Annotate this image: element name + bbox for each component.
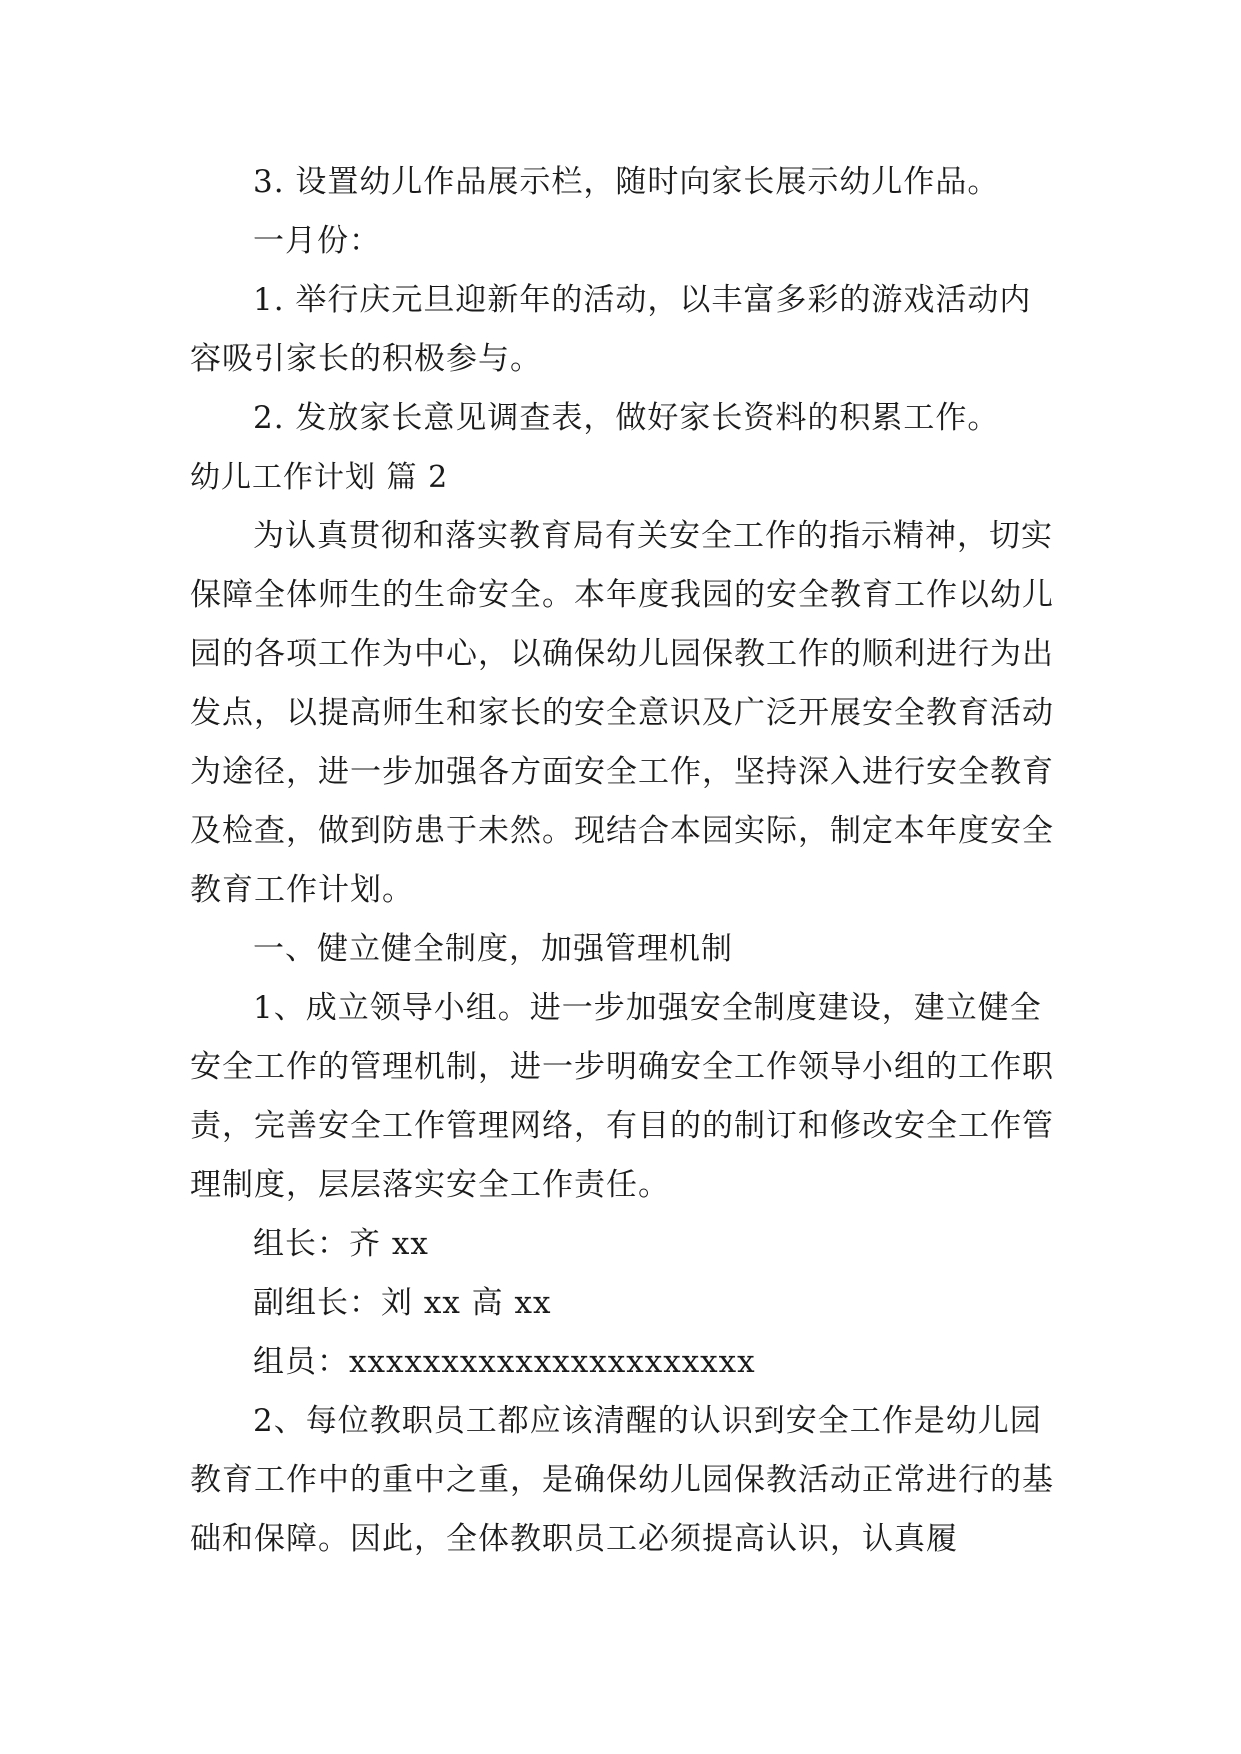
- section-label-january: 一月份：: [253, 223, 381, 259]
- paragraph-item-1: 1. 举行庆元旦迎新年的活动，以丰富多彩的游戏活动内容吸引家长的积极参与。: [190, 282, 1032, 377]
- group-leader: 组长：齐 xx: [253, 1226, 429, 1262]
- group-members: 组员：xxxxxxxxxxxxxxxxxxxxxx: [253, 1344, 756, 1380]
- paragraph-item-2: 2. 发放家长意见调查表，做好家长资料的积累工作。: [253, 400, 1000, 436]
- deputy-leader: 副组长：刘 xx 高 xx: [253, 1285, 552, 1321]
- document-page: [190, 153, 1055, 1569]
- paragraph-item-3: 3. 设置幼儿作品展示栏，随时向家长展示幼儿作品。: [253, 164, 1000, 200]
- paragraph-intro: 为认真贯彻和落实教育局有关安全工作的指示精神，切实保障全体师生的生命安全。本年度我园的安全教育工作以幼儿园的各项工作为中心，以确保幼儿园保教工作的顺利进行为出发点，以提高师生和家长的安全意识及广泛开展安全教育活动为途径，进一步加强各方面安全工作，坚持深入进行安全教育及检查，做到防患于未然。现结合本园实际，制定本年度安全教育工作计划。: [190, 518, 1054, 908]
- section-heading: 幼儿工作计划 篇 2: [190, 460, 449, 495]
- paragraph-point-1: 1、成立领导小组。进一步加强安全制度建设，建立健全安全工作的管理机制，进一步明确安全工作领导小组的工作职责，完善安全工作管理网络，有目的的制订和修改安全工作管理制度，层层落实安全工作责任。: [190, 990, 1054, 1203]
- subheading-one: 一、健立健全制度，加强管理机制: [253, 931, 733, 967]
- paragraph-point-2: 2、每位教职员工都应该清醒的认识到安全工作是幼儿园教育工作中的重中之重，是确保幼儿园保教活动正常进行的基础和保障。因此，全体教职员工必须提高认识，认真履: [190, 1403, 1054, 1557]
